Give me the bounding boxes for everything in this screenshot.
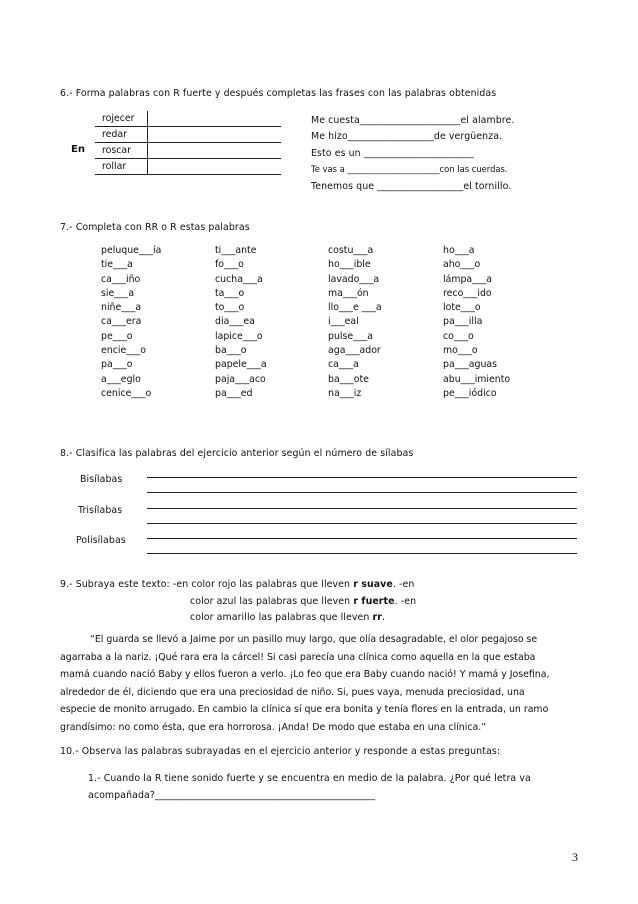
ex7-word: ho___ible	[328, 259, 371, 271]
text-line: mamá cuando nació Baby y ellos fueron a verlo. ¡Lo feo que era Baby cuando nació! Y mamá y Josefina,	[60, 669, 550, 681]
answer-line[interactable]	[147, 553, 577, 554]
ex9-instr-text: -en color rojo las palabras que lleven	[172, 579, 351, 590]
page-number: 3	[572, 850, 578, 864]
ex9-instr-tail: . -en	[394, 596, 417, 607]
ex7-word: encie___o	[101, 345, 147, 357]
ex7-word: a___eglo	[101, 373, 141, 385]
ex6-word: redar	[95, 127, 148, 143]
ex9-instr-tail: . -en	[392, 579, 415, 590]
ex6-sentence: Tenemos que __________________el tornillo.	[311, 181, 512, 192]
ex6-answer-blank[interactable]	[148, 111, 282, 127]
ex6-word: rojecer	[95, 111, 148, 127]
answer-line[interactable]	[147, 492, 577, 493]
ex7-word: pa___illa	[443, 316, 483, 328]
ex7-word: lapice___o	[215, 330, 263, 342]
ex6-sentence: Te vas a ______________________con las cuerdas.	[311, 164, 508, 174]
answer-line[interactable]	[147, 477, 577, 478]
ex8-label-bisilabas: Bisílabas	[80, 474, 123, 485]
table-row	[95, 159, 281, 175]
ex6-answer-blank[interactable]	[148, 159, 282, 175]
text-line: “El guarda se llevó a Jaime por un pasillo muy largo, que olía desagradable, el olor pegajoso se	[90, 634, 538, 645]
ex7-word: ho___a	[443, 245, 475, 256]
ex7-word: pe___o	[101, 330, 133, 342]
ex8-label-trisilabas: Trisílabas	[78, 505, 123, 516]
ex7-word: paja___aco	[215, 373, 266, 385]
ex7-word: na___iz	[328, 387, 362, 399]
ex8-label-polisilabas: Polisílabas	[76, 535, 126, 546]
answer-line[interactable]	[147, 508, 577, 509]
text-line: alrededor de él, diciendo que era una preciosidad de niño. Si, pues vaya, menuda preciosidad, una	[60, 686, 525, 698]
ex7-word: to___o	[215, 302, 245, 314]
ex9-instr-key: rr	[372, 612, 382, 623]
ex7-word: costu___a	[328, 245, 374, 256]
ex7-word: papele___a	[215, 359, 267, 371]
ex10-question-1-answer[interactable]: acompañada?______________________________________________	[88, 790, 376, 801]
answer-line[interactable]	[147, 523, 577, 524]
ex7-word: niñe___a	[101, 302, 142, 314]
ex9-instr-text: color amarillo las palabras que lleven	[190, 612, 370, 623]
ex6-title: 6.- Forma palabras con R fuerte y después completas las frases con las palabras obtenidas	[60, 88, 497, 99]
ex9-instr-tail: .	[381, 612, 386, 623]
ex7-word: i___eal	[328, 316, 359, 328]
ex7-word: ti___ante	[215, 245, 257, 256]
ex7-column	[328, 245, 382, 402]
ex6-word: roscar	[95, 143, 148, 159]
ex7-column	[215, 245, 267, 402]
ex7-word: aga___ador	[328, 345, 381, 357]
ex6-answer-blank[interactable]	[148, 143, 282, 159]
ex8-title: 8.- Clasifica las palabras del ejercicio anterior según el número de sílabas	[60, 448, 414, 459]
table-row	[95, 111, 281, 127]
ex6-prefix: En	[71, 144, 85, 155]
ex7-word: tie___a	[101, 259, 133, 271]
ex6-answer-blank[interactable]	[148, 127, 282, 143]
text-line: agarraba a la nariz. ¡Qué rara era la cárcel! Si casi parecía una clínica como aquella en la que estaba	[60, 651, 536, 663]
ex6-sentence: Esto es un _______________________	[311, 148, 474, 159]
ex7-word: pa___aguas	[443, 359, 498, 371]
text-line: especie de monito arrugado. En cambio la clínica sí que era bonita y tenía flores en la entrada, un ramo	[60, 704, 549, 716]
ex7-word: ba___ote	[328, 373, 369, 385]
ex7-word: pe___iódico	[443, 387, 497, 399]
ex9-lead: 9.- Subraya este texto:	[60, 579, 170, 590]
ex7-word: ma___ón	[328, 287, 369, 299]
ex7-column	[101, 245, 161, 402]
ex9-reading-text	[60, 631, 588, 737]
ex9-instruction-1	[60, 579, 414, 590]
ex7-word: ca___a	[328, 359, 359, 371]
ex9-instruction-2	[190, 596, 416, 607]
ex7-word: lavado___a	[328, 273, 380, 285]
ex7-column	[443, 245, 510, 402]
ex7-word: cucha___a	[215, 273, 263, 285]
ex10-title: 10.- Observa las palabras subrayadas en el ejercicio anterior y responde a estas preguntas:	[60, 746, 501, 757]
ex9-instr-text: color azul las palabras que lleven	[190, 596, 351, 607]
table-row	[95, 143, 281, 159]
ex6-word-table	[95, 111, 281, 175]
ex7-word: co___o	[443, 330, 474, 342]
ex7-word: ca___era	[101, 316, 142, 328]
table-row	[95, 127, 281, 143]
ex7-word: abu___imiento	[443, 373, 511, 385]
ex7-word: reco___ido	[443, 287, 492, 299]
ex9-instruction-3	[190, 612, 385, 623]
ex7-word: ca___iño	[101, 273, 141, 285]
ex7-word: mo___o	[443, 345, 478, 357]
ex7-word: sie___a	[101, 287, 135, 299]
ex7-word: ba___o	[215, 345, 247, 357]
ex7-word: llo___e ___a	[328, 302, 382, 314]
ex7-word: ta___o	[215, 287, 245, 299]
ex9-instr-key: r suave	[353, 579, 393, 590]
ex7-word: lote___o	[443, 302, 481, 314]
ex7-word: pa___ed	[215, 387, 253, 399]
ex7-word: peluque___ía	[101, 245, 162, 256]
answer-line[interactable]	[147, 538, 577, 539]
ex6-sentence: Me hizo__________________de vergüenza.	[311, 131, 503, 142]
ex7-word: pa___o	[101, 359, 133, 371]
ex6-word: rollar	[95, 159, 148, 175]
ex7-word: fo___o	[215, 259, 244, 271]
ex7-word: lámpa___a	[443, 273, 492, 285]
ex7-word: aho___o	[443, 259, 481, 271]
ex7-word: pulse___a	[328, 330, 373, 342]
text-line: grandísimo: no como ésta, que era horrorosa. ¡Anda! De modo que estaba en una clínica.”	[60, 721, 487, 733]
ex10-question-1: 1.- Cuando la R tiene sonido fuerte y se encuentra en medio de la palabra. ¿Por qué letra va	[88, 773, 531, 784]
ex7-title: 7.- Completa con RR o R estas palabras	[60, 222, 250, 233]
ex9-instr-key: r fuerte	[353, 596, 395, 607]
ex7-word: cenice___o	[101, 387, 152, 399]
ex7-word: dia___ea	[215, 316, 255, 328]
ex6-sentence: Me cuesta_____________________el alambre.	[311, 115, 515, 126]
